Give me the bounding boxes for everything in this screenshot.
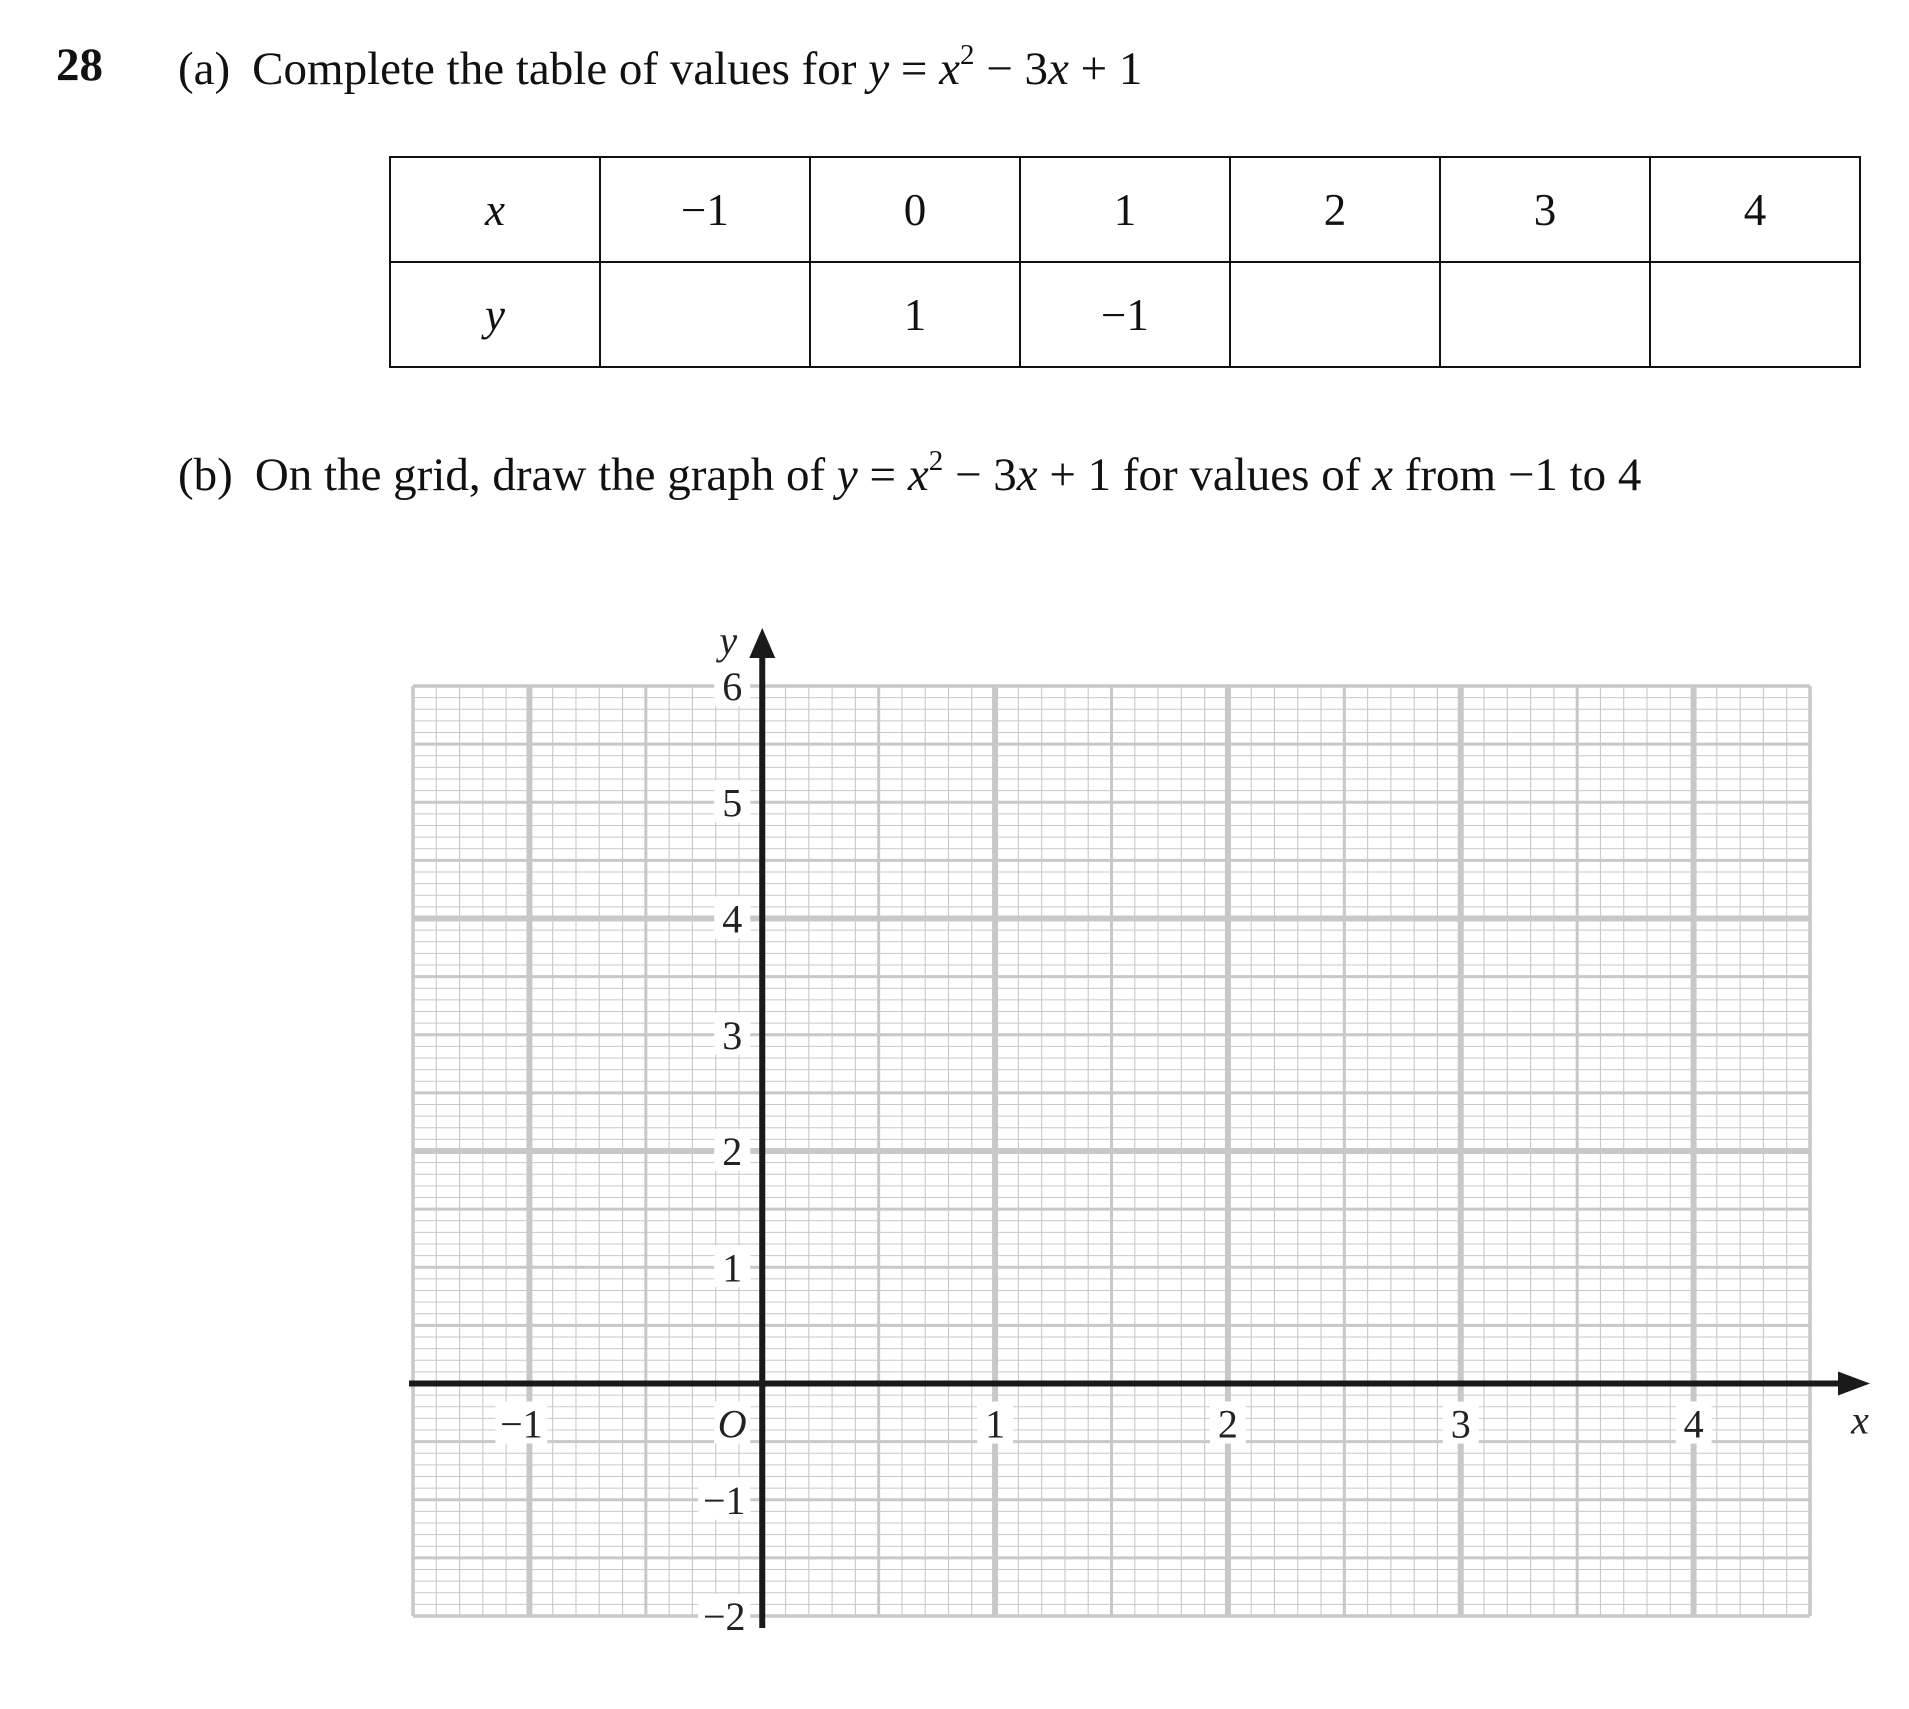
part-b-equals: = <box>857 449 908 501</box>
part-b-exponent: 2 <box>928 445 944 477</box>
table-y-cell: −1 <box>1020 262 1230 367</box>
x-tick-label: 3 <box>1450 1401 1471 1447</box>
x-tick-label: 1 <box>985 1401 1006 1447</box>
table-x-cell: 2 <box>1230 157 1440 262</box>
table-x-cell: 4 <box>1650 157 1860 262</box>
y-tick-label: 3 <box>722 1012 743 1058</box>
table-x-cell: 1 <box>1020 157 1230 262</box>
part-a-minus-3: − 3 <box>974 43 1048 95</box>
part-b-prefix: On the grid, draw the graph of <box>254 449 837 501</box>
x-tick-label: 2 <box>1217 1401 1238 1447</box>
part-a-exponent: 2 <box>959 39 975 71</box>
x-axis-arrow-icon <box>1838 1372 1870 1396</box>
x-tick-label: −1 <box>500 1401 543 1447</box>
y-tick-label: 4 <box>722 896 743 942</box>
part-b-var-y: y <box>836 449 858 501</box>
y-tick-label: 6 <box>722 664 743 709</box>
y-tick-label: 1 <box>722 1245 743 1291</box>
y-tick-label: 2 <box>722 1129 743 1174</box>
part-a-prefix: Complete the table of values for <box>252 43 869 95</box>
y-axis-label: y <box>719 618 738 663</box>
table-y-header: y <box>390 262 600 367</box>
part-a-label: (a) <box>178 43 231 95</box>
tick-labels <box>500 618 1869 1639</box>
part-a-var-x: x <box>939 43 960 95</box>
part-b-var-x: x <box>907 449 929 501</box>
part-b-label: (b) <box>178 449 233 501</box>
table-y-cell: 1 <box>810 262 1020 367</box>
question-number: 28 <box>56 39 103 91</box>
part-b-var-x3: x <box>1372 449 1393 501</box>
table-x-cell: −1 <box>600 157 810 262</box>
part-a-var-x2: x <box>1047 43 1069 95</box>
part-b-minus-3: − 3 <box>943 449 1017 501</box>
part-b-var-x2: x <box>1016 449 1038 501</box>
part-a-equals: = <box>889 43 940 95</box>
part-a-plus-1: + 1 <box>1068 43 1143 95</box>
x-tick-label: 4 <box>1683 1401 1704 1447</box>
y-tick-label: −1 <box>702 1477 746 1523</box>
x-axis-label: x <box>1851 1397 1869 1443</box>
part-b-text-mid: + 1 for values of <box>1037 449 1373 501</box>
y-axis-arrow-icon <box>749 628 775 658</box>
part-b-text-end: from −1 to 4 <box>1392 449 1642 501</box>
origin-label: O <box>717 1401 747 1447</box>
y-tick-label: 5 <box>722 780 743 826</box>
table-x-header: x <box>390 157 600 262</box>
table-x-cell: 3 <box>1440 157 1650 262</box>
part-a-var-y: y <box>868 43 890 95</box>
table-x-cell: 0 <box>810 157 1020 262</box>
y-tick-label: −2 <box>702 1594 746 1639</box>
